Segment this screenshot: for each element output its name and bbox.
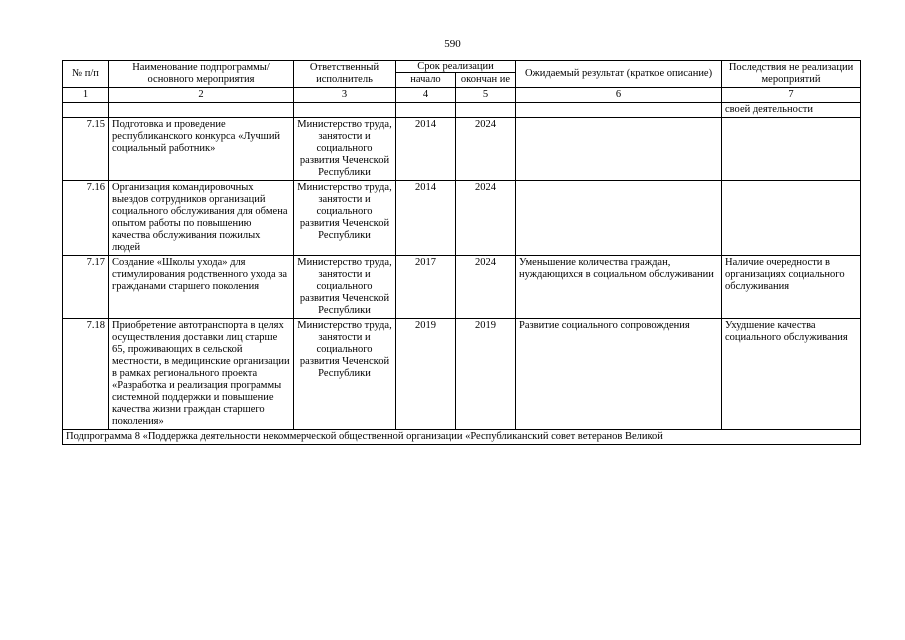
- table-row: [63, 256, 861, 319]
- column-number: 4: [396, 88, 456, 103]
- table-row: [63, 118, 861, 181]
- row-number: 7.16: [63, 181, 109, 256]
- continuation-row: [63, 103, 861, 118]
- column-number: 6: [516, 88, 722, 103]
- program-activities-table: [62, 60, 861, 445]
- executor: Министерство труда, занятости и социального развития Чеченской Республики: [294, 319, 396, 430]
- column-number: 5: [456, 88, 516, 103]
- header-start: начало: [396, 73, 456, 88]
- activity-name: Организация командировочных выездов сотрудников организаций социального обслуживания для обмена опытом работы по повышению качества обслуживания пожилых людей: [109, 181, 294, 256]
- column-number: 3: [294, 88, 396, 103]
- executor: Министерство труда, занятости и социального развития Чеченской Республики: [294, 181, 396, 256]
- expected-result: Уменьшение количества граждан, нуждающихся в социальном обслуживании: [516, 256, 722, 319]
- consequences: Ухудшение качества социального обслуживания: [722, 319, 861, 430]
- column-number: 7: [722, 88, 861, 103]
- header-name: Наименование подпрограммы/ основного мероприятия: [109, 61, 294, 88]
- subprogram-title: Подпрограмма 8 «Поддержка деятельности некоммерческой общественной организации «Республиканский совет ветеранов Великой: [63, 430, 861, 445]
- end-year: 2024: [456, 118, 516, 181]
- page-number: 590: [444, 38, 461, 50]
- column-number-row: [63, 88, 861, 103]
- row-number: 7.18: [63, 319, 109, 430]
- activity-name: Приобретение автотранспорта в целях осуществления доставки лиц старше 65, проживающих в сельской местности, в медицинские организации в рамках регионального проекта «Разработка и реализация программы системной поддержки и повышение качества жизни граждан старшего поколения»: [109, 319, 294, 430]
- end-year: 2019: [456, 319, 516, 430]
- continuation-text: своей деятельности: [722, 103, 861, 118]
- end-year: 2024: [456, 181, 516, 256]
- row-number: 7.15: [63, 118, 109, 181]
- row-number: 7.17: [63, 256, 109, 319]
- activity-name: Создание «Школы ухода» для стимулирования родственного ухода за гражданами старшего поколения: [109, 256, 294, 319]
- expected-result: [516, 181, 722, 256]
- column-number: 1: [63, 88, 109, 103]
- table-row: [63, 319, 861, 430]
- header-result: Ожидаемый результат (краткое описание): [516, 61, 722, 88]
- start-year: 2014: [396, 181, 456, 256]
- executor: Министерство труда, занятости и социального развития Чеченской Республики: [294, 118, 396, 181]
- expected-result: Развитие социального сопровождения: [516, 319, 722, 430]
- header-num: № п/п: [63, 61, 109, 88]
- start-year: 2019: [396, 319, 456, 430]
- executor: Министерство труда, занятости и социального развития Чеченской Республики: [294, 256, 396, 319]
- column-number: 2: [109, 88, 294, 103]
- start-year: 2017: [396, 256, 456, 319]
- header-consequences: Последствия не реализации мероприятий: [722, 61, 861, 88]
- subprogram-row: [63, 430, 861, 445]
- expected-result: [516, 118, 722, 181]
- start-year: 2014: [396, 118, 456, 181]
- end-year: 2024: [456, 256, 516, 319]
- consequences: Наличие очередности в организациях социального обслуживания: [722, 256, 861, 319]
- consequences: [722, 181, 861, 256]
- table-header: [63, 61, 861, 88]
- table-row: [63, 181, 861, 256]
- header-executor: Ответственный исполнитель: [294, 61, 396, 88]
- activity-name: Подготовка и проведение республиканского конкурса «Лучший социальный работник»: [109, 118, 294, 181]
- header-end: окончан ие: [456, 73, 516, 88]
- consequences: [722, 118, 861, 181]
- header-period: Срок реализации: [396, 61, 516, 73]
